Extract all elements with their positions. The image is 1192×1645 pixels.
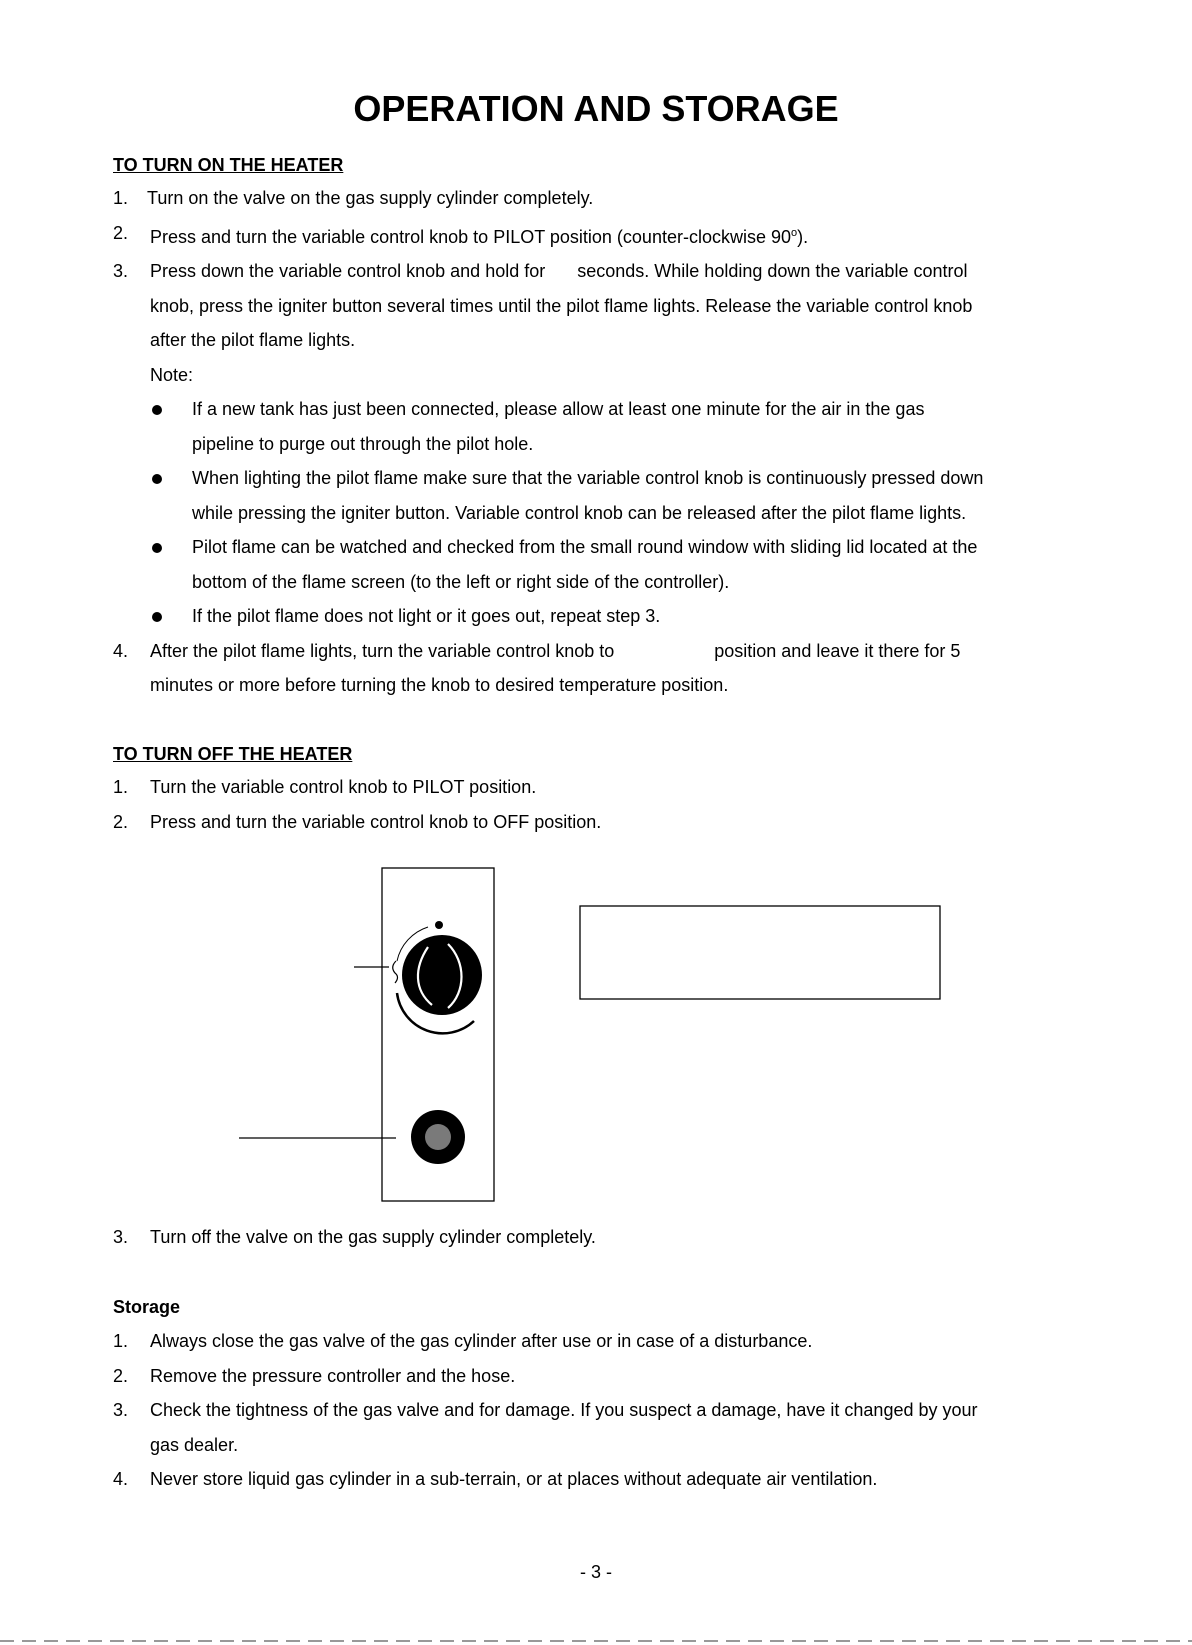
step-continuation: after the pilot flame lights. [150,330,356,350]
knob-scale-arc [397,927,428,961]
step-text: After the pilot flame lights, turn the variable control knob to position and leave it there for 5 [150,640,961,661]
step-text: Press and turn the variable control knob to PILOT position (counter-clockwise 90$^o$). [150,226,809,247]
step-number: 1. [113,188,129,208]
variable-control-knob [402,935,482,1015]
step-number: 4. [113,640,129,661]
turn-off-heading: TO TURN OFF THE HEATER [113,744,353,764]
knob-indicator-dot [435,921,443,929]
storage-item-3 [113,1393,1093,1428]
igniter-button [411,1110,465,1164]
item-text: Check the tightness of the gas valve and for damage. If you suspect a damage, have it changed by your [150,1400,978,1420]
note-bullet: If the pilot flame does not light or it goes out, repeat step 3. [113,599,1093,634]
turn-on-step-2 [113,216,1093,255]
storage-heading: Storage [113,1297,181,1317]
note-bullet: If a new tank has just been connected, please allow at least one minute for the air in the gas [113,392,1093,427]
footer-rule [0,1640,1192,1642]
item-text: Always close the gas valve of the gas cylinder after use or in case of a disturbance. [150,1331,813,1351]
step-text: Turn on the valve on the gas supply cylinder completely. [147,188,594,208]
step-text: Press down the variable control knob and hold for seconds. While holding down the variable control [150,261,968,281]
step-text: Turn the variable control knob to PILOT position. [150,777,537,797]
note-bullet: Pilot flame can be watched and checked from the small round window with sliding lid located at the [113,530,1093,565]
storage-item-2 [113,1359,1093,1394]
turn-off-step-3 [113,1220,1093,1255]
control-panel-outline [382,868,494,1201]
note-bullet-continuation: pipeline to purge out through the pilot hole. [192,433,534,454]
turn-off-step-1 [113,770,1093,805]
item-number: 2. [113,1365,129,1386]
knob-scale-arc-bold [397,993,474,1033]
turn-off-step-3-block [113,1220,1093,1255]
turn-on-step-3 [113,254,1093,289]
turn-on-section [113,148,1093,703]
note-bullet-continuation: while pressing the igniter button. Variable control knob can be released after the pilot flame lights. [192,502,967,523]
knob-grip-right [448,944,462,1008]
bullet-dot [152,543,162,553]
flame-mark-icon [393,961,398,983]
step-number: 2. [113,222,129,243]
note-label: Note: [150,364,194,385]
turn-on-heading: TO TURN ON THE HEATER [113,155,344,175]
step-number: 3. [113,1227,129,1247]
storage-item-4 [113,1462,1093,1497]
item-number: 4. [113,1469,129,1489]
knob-grip-left [418,947,432,1005]
step-continuation: minutes or more before turning the knob to desired temperature position. [150,675,729,695]
step-number: 1. [113,777,129,797]
step-text: Press and turn the variable control knob to OFF position. [150,811,602,832]
step-text: Turn off the valve on the gas supply cylinder completely. [150,1227,596,1247]
page-number: - 3 - [579,1562,612,1582]
turn-on-step-4 [113,634,1093,669]
item-text: Remove the pressure controller and the hose. [150,1365,516,1386]
storage-item-1 [113,1324,1093,1359]
item-text: Never store liquid gas cylinder in a sub-terrain, or at places without adequate air ventilation. [150,1469,878,1489]
bullet-dot [152,405,162,415]
turn-on-step-1 [113,181,1093,216]
bullet-dot [152,474,162,484]
storage-section [113,1290,1093,1497]
turn-off-step-2 [113,805,1093,840]
step-number: 2. [113,811,129,832]
bullet-dot [152,612,162,622]
item-number: 3. [113,1400,129,1420]
item-continuation: gas dealer. [150,1434,239,1455]
page-title: OPERATION AND STORAGE [353,88,839,129]
note-bullet: When lighting the pilot flame make sure that the variable control knob is continuously pressed down [113,461,1093,496]
step-number: 3. [113,261,129,281]
note-bullet-continuation: bottom of the flame screen (to the left or right side of the controller). [192,571,730,592]
empty-label-box [580,906,940,999]
turn-off-section [113,737,1093,839]
step-continuation: knob, press the igniter button several times until the pilot flame lights. Release the variable control knob [150,295,973,316]
item-number: 1. [113,1331,129,1351]
igniter-button-center [425,1124,451,1150]
